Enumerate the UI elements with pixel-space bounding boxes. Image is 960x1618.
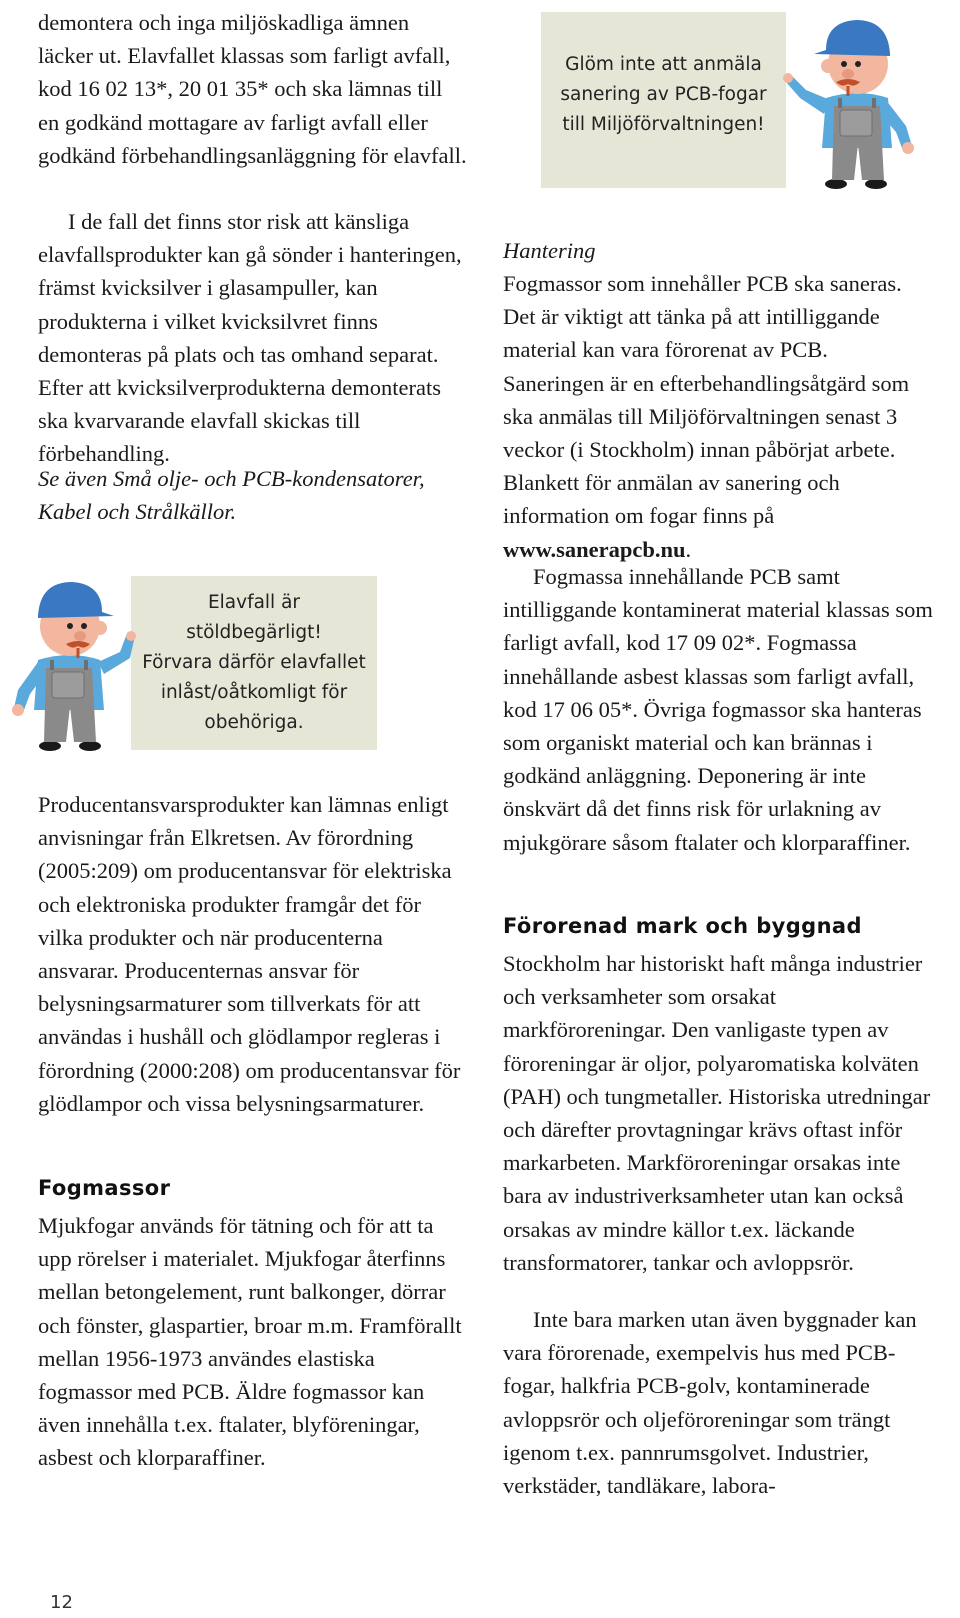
see-also-text: Se även Små olje- och PCB-kondensatorer, Kabel och Strålkällor. [38,466,425,525]
callout-anmala-sanering [541,12,786,188]
paragraph-kvicksilver: I de fall det finns stor risk att känsliga elavfallsprodukter kan gå sönder i hanteringen, främst kvicksilver i glasampuller, kan produkterna i vilket kvicksilvret finns demonteras på plats och tas omhand separat. Efter att kvicksilverprodukterna demonterats ska kvarvarande elavfall skickas till förbehandling. [38,209,462,467]
worker-mascot-icon [778,6,928,192]
heading-fororenad-mark: Förorenad mark och byggnad [503,914,862,938]
callout-line: sanering av PCB-fogar [560,84,767,105]
link-sanerapcb[interactable]: www.sanerapcb.nu [503,536,686,562]
callout-line: Elavfall är [207,592,301,613]
callout-line: stöldbegärligt! [186,622,322,643]
paragraph-mjukfogar: Mjukfogar används för tätning och för att ta upp rörelser i materialet. Mjukfogar återfinns mellan betongelement, runt balkonger, dörrar och fönster, glaspartier, broar m.m. Framförallt mellan 1956-1973 användes elastiska fogmassor med PCB. Äldre fogmassor kan även innehålla t.ex. ftalater, blyföreningar, asbest och klorparaffiner. [38,1213,462,1471]
paragraph-markfororeningar: Stockholm har historiskt haft många industrier och verksamheter som orsakat markföroreningar. Den vanligaste typen av föroreningar är oljor, polyaromatiska kolväten (PAH) och tungmetaller. Historiska utredningar och därefter provtagningar krävs oftast inför markarbeten. Markföroreningar orsakas inte bara av industriverksamheter utan kan också orsakas av mindre källor t.ex. läckande transformatorer, tankar och avloppsrör. [503,951,931,1275]
callout-line: Glöm inte att anmäla [565,54,762,75]
page-number: 12 [50,1592,73,1613]
callout-line: till Miljöförvaltningen! [562,114,765,135]
subheading-hantering: Hantering [503,238,596,263]
paragraph-text: . [685,536,692,562]
callout-line: inlåst/oåtkomligt för [160,682,348,703]
callout-stoldbegarligt [131,576,377,750]
paragraph-byggnader: Inte bara marken utan även byggnader kan vara förorenade, exempelvis hus med PCB-fogar, halkfria PCB-golv, kontaminerade avloppsrör och oljeföroreningar som trängt igenom t.ex. pannrumsgolvet. Industrier, verkstäder, tandläkare, labora- [503,1307,917,1499]
heading-fogmassor: Fogmassor [38,1176,171,1200]
paragraph-farligt-avfall: Fogmassa innehållande PCB samt intilliggande kontaminerat material klassas som farligt avfall, kod 17 09 02*. Fogmassa innehållande asbest klassas som farligt avfall, kod 17 06 05*. Övriga fogmassor ska hanteras som organiskt material och kan brännas i godkänd anläggning. Deponering är inte önskvärt då det finns risk för urlakning av mjukgörare såsom ftalater och klorparaffiner. [503,564,933,855]
paragraph-fogmassor-pcb [503,267,933,566]
worker-mascot-icon [0,570,140,755]
paragraph-text: Fogmassor som innehåller PCB ska saneras. Det är viktigt att tänka på att intilliggande material kan vara förorenat av PCB. Saneringen är en efterbehandlingsåtgärd som ska anmälas till Miljöförvaltningen senast 3 veckor (i Stockholm) innan påbörjat arbete. Blankett för anmälan av sanering och information om fogar finns på [503,271,910,529]
callout-line: obehöriga. [204,712,304,733]
callout-line: Förvara därför elavfallet [142,652,366,673]
paragraph-elavfall-classification: demontera och inga miljöskadliga ämnen läcker ut. Elavfallet klassas som farligt avfall, kod 16 02 13*, 20 01 35* och ska lämnas till en godkänd mottagare av farligt avfall eller godkänd förbehandlingsanläggning för elavfall. [38,10,467,168]
paragraph-producentansvar: Producentansvarsprodukter kan lämnas enligt anvisningar från Elkretsen. Av förordning (2005:209) om producentansvar för elektriska och elektroniska produkter framgår det för vilka produkter och när producenterna ansvarar. Producenternas ansvar för belysningsarmaturer som tillverkats för att användas i hushåll och glödlampor regleras i förordning (2000:208) om producentansvar för glödlampor och vissa belysningsarmaturer. [38,792,461,1116]
